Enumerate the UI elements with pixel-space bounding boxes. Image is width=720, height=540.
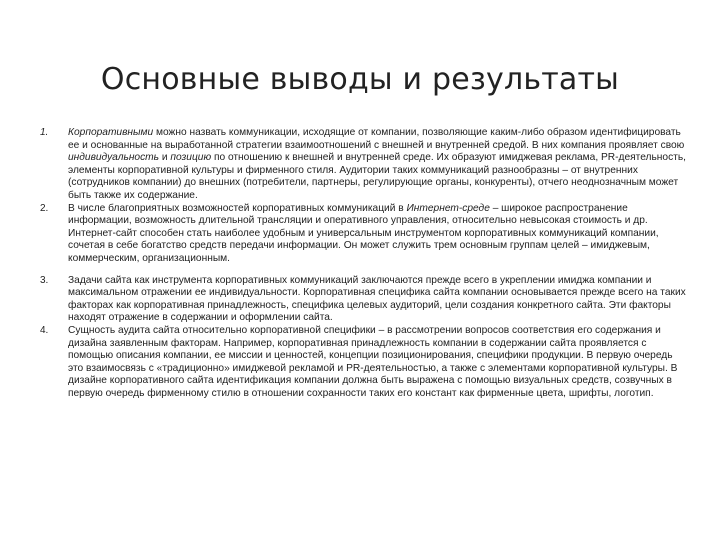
- item-number: 1.: [40, 127, 49, 138]
- text-run: Задачи сайта как инструмента корпоративных коммуникаций заключаются прежде всего в укреплении имиджа компании и максимальном отражении ее индивидуальности. Корпоративная специфика сайта компании основывается прежде всего на таких факторах как корпоративная принадлежность, специфика целевых аудиторий, цели создания конкретного сайта. Эти факторы находят отражение в содержании и оформлении сайта.: [68, 274, 686, 324]
- text-run: индивидуальность: [68, 152, 160, 164]
- text-run: можно назвать коммуникации, исходящие от компании, позволяющие каким-либо образом идентифицировать ее и основанные на выработанной стратегии взаимоотношений с внешней и внутренней средой. В них компания проявляет свою: [68, 127, 685, 151]
- text-run: по отношению к внешней и внутренней среде. Их образуют имиджевая реклама, PR-деятельность, элементы корпоративной культуры и фирменного стиля. Аудитории таких коммуникаций разнообразны – от внутренних (сотрудников компании) до внешних (потребители, партнеры, регулирующие органы, конкуренты), отчего неоднозначным может быть также их содержание.: [68, 152, 687, 201]
- list-item: [40, 203, 688, 266]
- text-run: позицию: [170, 152, 212, 164]
- text-run: В числе благоприятных возможностей корпоративных коммуникаций в: [68, 202, 407, 214]
- slide-title: Основные выводы и результаты: [100, 62, 620, 97]
- item-text: [68, 203, 659, 264]
- list-item: [40, 127, 688, 203]
- conclusions-list: [40, 127, 688, 400]
- item-text: [68, 325, 677, 399]
- item-number: 2.: [40, 202, 49, 214]
- item-text: [68, 275, 686, 324]
- text-run: Интернет-среде: [406, 202, 490, 214]
- item-number: 4.: [40, 324, 49, 336]
- text-run: Сущность аудита сайта относительно корпоративной специфики – в рассмотрении вопросов соответствия его содержания и дизайна заявленным факторам. Например, корпоративная принадлежность компании в содержании сайта проявляется с помощью описания компании, ее миссии и ценностей, концепции позиционирования, специфики продукции. В первую очередь это взаимосвязь с «традиционно» имиджевой рекламой и PR-деятельностью, а также с элементами корпоративной культуры. В дизайне корпоративного сайта идентификация компании должна быть выражена с помощью визуальных средств, созвучных в первую очередь фирменному стилю в отношении сохранности таких его констант как фирменные цвета, шрифты, логотип.: [68, 324, 678, 399]
- list-item: [40, 325, 688, 401]
- text-run: Корпоративными: [68, 127, 154, 138]
- item-number: 3.: [40, 274, 49, 286]
- list-item: [40, 275, 688, 325]
- text-run: – широкое распространение информации, возможность длительной трансляции и оперативного управления, относительно невысокая стоимость и др. Интернет-сайт способен стать наиболее удобным и универсальным инструментом корпоративных коммуникаций компании, сочетая в себе богатство средств передачи информации. Он может служить трем основным группам целей – имиджевым, коммерческим, организационным.: [68, 202, 659, 264]
- item-text: [68, 127, 686, 201]
- text-run: и: [159, 152, 171, 164]
